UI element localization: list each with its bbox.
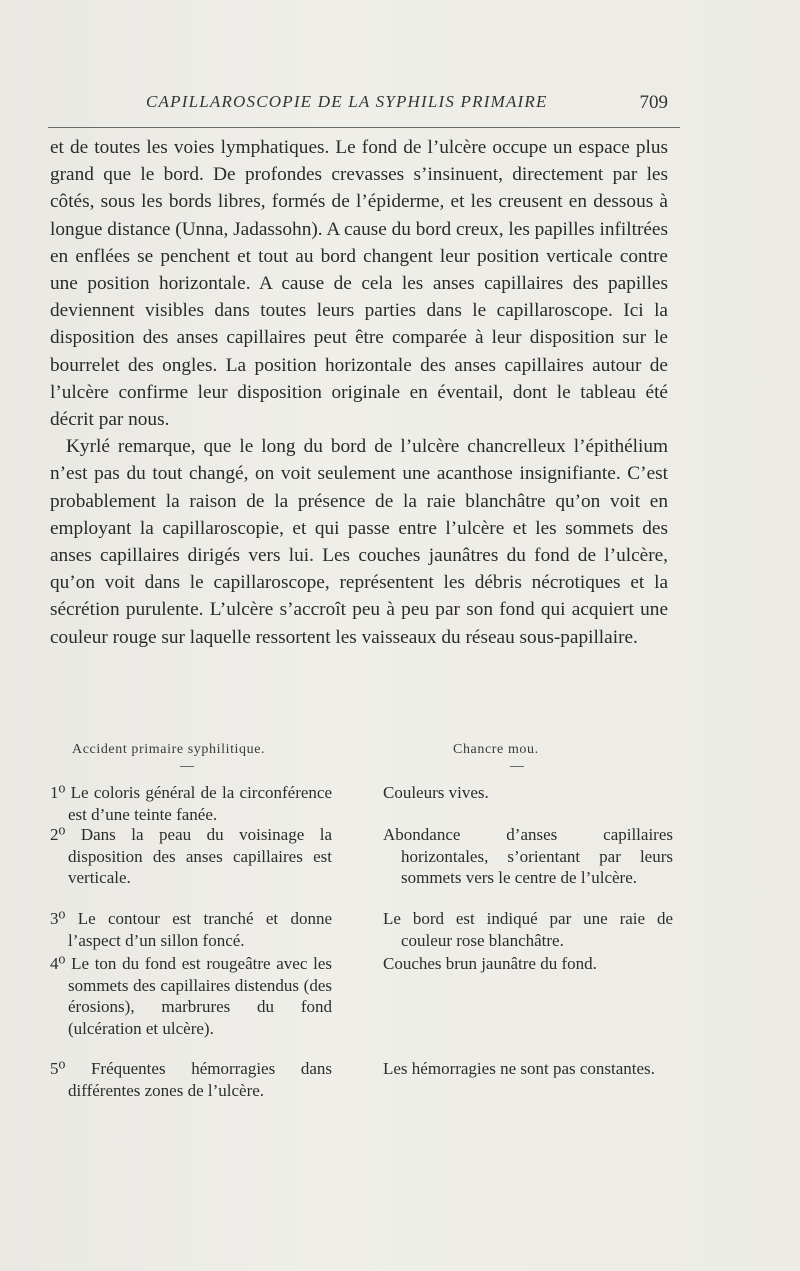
row-right-text: Couches brun jaunâtre du fond. <box>383 954 597 973</box>
row-right-text: Le bord est indiqué par une raie de couleur rose blanchâtre. <box>383 909 673 950</box>
row-number: 5⁰ <box>50 1059 66 1078</box>
row-left-text: Le ton du fond est rougeâtre avec les sommets des capillaires distendus (des érosions), marbrures du fond (ulcération et ulcère). <box>68 954 333 1038</box>
row-left-text: Le coloris général de la circonférence est d’une teinte fanée. <box>68 783 333 824</box>
body-text <box>50 134 668 651</box>
table-cell-right <box>383 908 673 951</box>
heading-dash-left <box>180 766 194 767</box>
row-right-text: Abondance d’anses capillaires horizontales, s’orientant par leurs sommets vers le centre de l’ulcère. <box>383 825 673 887</box>
table-cell-right <box>383 953 673 975</box>
column-heading-right: Chancre mou. <box>453 742 539 757</box>
row-left-text: Fréquentes hémorragies dans différentes zones de l’ulcère. <box>68 1059 333 1100</box>
row-right-text: Les hémorragies ne sont pas constantes. <box>383 1059 655 1078</box>
row-left-text: Le contour est tranché et donne l’aspect d’un sillon foncé. <box>68 909 333 950</box>
paragraph: Kyrlé remarque, que le long du bord de l’ulcère chancrelleux l’épithélium n’est pas du tout changé, on voit seulement une acanthose insignifiante. C’est probablement la raison de la présence de la raie blanchâtre qu’on voit en employant la capillaroscopie, et qui passe entre l’ulcère et les sommets des anses capillaires dirigés vers lui. Les couches jaunâtres du fond de l’ulcère, qu’on voit dans le capillaroscope, représentent les débris nécrotiques et la sécrétion purulente. L’ulcère s’accroît peu à peu par son fond qui acquiert une couleur rouge sur laquelle ressortent les vaisseaux du réseau sous-papillaire. <box>50 436 668 648</box>
heading-dash-right <box>510 766 524 767</box>
table-cell-right <box>383 782 673 804</box>
row-number: 2⁰ <box>50 825 66 844</box>
table-cell-left <box>50 824 332 889</box>
table-cell-left <box>50 908 332 951</box>
row-number: 4⁰ <box>50 954 66 973</box>
table-cell-right <box>383 1058 673 1080</box>
header-rule <box>48 127 680 128</box>
row-right-text: Couleurs vives. <box>383 783 489 802</box>
table-cell-left <box>50 1058 332 1101</box>
running-head <box>48 88 668 118</box>
row-left-text: Dans la peau du voisinage la disposition des anses capillaires est verticale. <box>68 825 333 887</box>
row-number: 3⁰ <box>50 909 66 928</box>
page-number: 709 <box>639 92 668 113</box>
table-cell-right <box>383 824 673 889</box>
column-heading-left: Accident primaire syphilitique. <box>72 742 266 757</box>
row-number: 1⁰ <box>50 783 66 802</box>
table-cell-left <box>50 782 332 825</box>
table-cell-left <box>50 953 332 1039</box>
paragraph: et de toutes les voies lymphatiques. Le fond de l’ulcère occupe un espace plus grand que le bord. De profondes crevasses s’insinuent, directement par les côtés, sous les bords libres, formés de l’épiderme, et les creusent en dessous à longue distance (Unna, Jadassohn). A cause du bord creux, les papilles infiltrées en enflées se penchent et tout au bord changent leur position verticale contre une position horizontale. A cause de cela les anses capillaires des papilles deviennent visibles dans toutes leurs parties dans le capillaroscope. Ici la disposition des anses capillaires peut être comparée à leur disposition sur le bourrelet des ongles. La position horizontale des anses capillaires autour de l’ulcère confirme leur disposition originale en éventail, dont le tableau été décrit par nous. <box>50 137 668 431</box>
running-title: CAPILLAROSCOPIE DE LA SYPHILIS PRIMAIRE <box>146 92 548 111</box>
